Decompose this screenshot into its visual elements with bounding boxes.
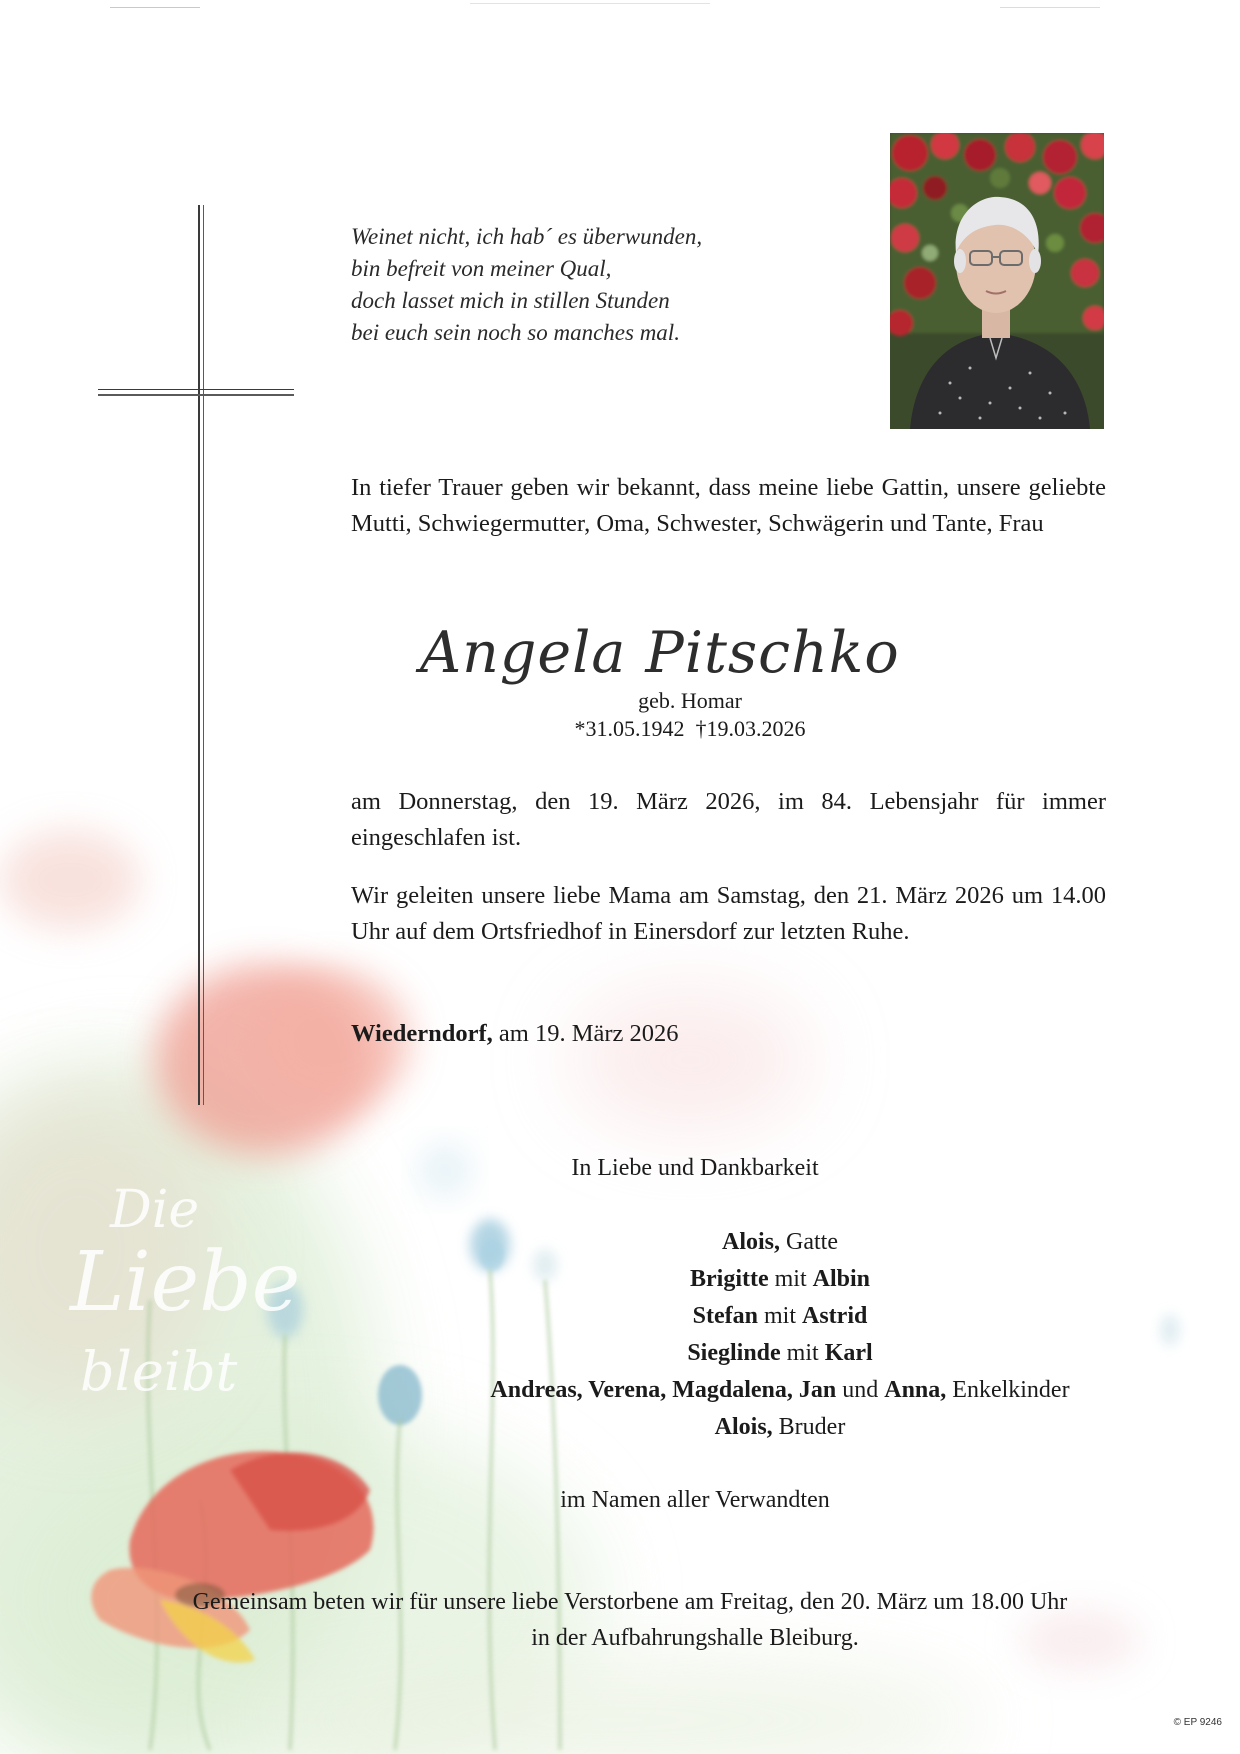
family-member-name: Sieglinde (687, 1340, 781, 1366)
prayer-line: in der Aufbahrungshalle Bleiburg. (531, 1625, 859, 1651)
poem-line: Weinet nicht, ich hab´ es überwunden, (351, 224, 703, 249)
family-line (300, 1261, 1240, 1298)
watermark-word: bleibt (80, 1340, 238, 1403)
family-member-name: Brigitte (689, 1266, 769, 1292)
family-relation: Gatte (786, 1229, 838, 1255)
print-code: © EP 9246 (1173, 1717, 1222, 1728)
announcement-text: In tiefer Trauer geben wir bekannt, dass meine liebe Gattin, unsere geliebte Mutti, Schwiegermutter, Oma, Schwester, Schwägerin und Tante, Frau (351, 474, 1106, 537)
family-connector: und (842, 1377, 879, 1403)
family-line (300, 1224, 1240, 1261)
poem-line: doch lasset mich in stillen Stunden (351, 288, 670, 313)
family-connector: mit (774, 1266, 807, 1292)
poem (351, 221, 702, 349)
place-date (351, 1020, 679, 1048)
death-text: am Donnerstag, den 19. März 2026, im 84. Lebensjahr für immer eingeschlafen ist. (351, 788, 1106, 851)
poem-line: bin befreit von meiner Qual, (351, 256, 612, 281)
portrait-photo (890, 133, 1104, 429)
poem-line: bei euch sein noch so manches mal. (351, 320, 680, 345)
cross-vertical-bar (198, 205, 200, 1105)
family-line (300, 1409, 1240, 1446)
relatives-line: im Namen aller Verwandten (560, 1487, 830, 1513)
watermark-word: Liebe (70, 1235, 301, 1330)
family-member-name: Astrid (802, 1303, 868, 1329)
family-relation: Enkelkinder (952, 1377, 1070, 1403)
cross-horizontal-bar (98, 389, 294, 390)
family-member-name: Andreas, Verena, Magdalena, Jan (490, 1377, 837, 1403)
family-member-name: Stefan (692, 1303, 758, 1329)
family-connector: mit (786, 1340, 819, 1366)
watermark-word: Die (110, 1180, 200, 1240)
place-name: Wiederndorf, (351, 1020, 493, 1047)
family-connector: mit (763, 1303, 796, 1329)
date-text: am 19. März 2026 (498, 1020, 679, 1047)
cross-horizontal-bar (98, 394, 294, 396)
prayer-line: Gemeinsam beten wir für unsere liebe Verstorbene am Freitag, den 20. März um 18.00 Uhr (192, 1589, 1068, 1615)
funeral-text: Wir geleiten unsere liebe Mama am Samstag, den 21. März 2026 um 14.00 Uhr auf dem Ortsfriedhof in Einersdorf zur letzten Ruhe. (351, 882, 1106, 945)
birth-name: geb. Homar (638, 688, 742, 713)
family-member-name: Karl (824, 1340, 873, 1366)
cross-vertical-bar (203, 205, 204, 1105)
deceased-name: Angela Pitschko (420, 620, 900, 686)
thanks-line: In Liebe und Dankbarkeit (571, 1155, 819, 1181)
family-member-name: Alois, (722, 1229, 781, 1255)
family-line (300, 1335, 1240, 1372)
family-member-name: Albin (812, 1266, 871, 1292)
family-member-name: Anna, (884, 1377, 947, 1403)
family-line (300, 1372, 1240, 1409)
family-line (300, 1298, 1240, 1335)
life-dates: *31.05.1942 †19.03.2026 (574, 716, 806, 741)
family-member-name: Alois, (714, 1414, 773, 1440)
family-relation: Bruder (778, 1414, 846, 1440)
